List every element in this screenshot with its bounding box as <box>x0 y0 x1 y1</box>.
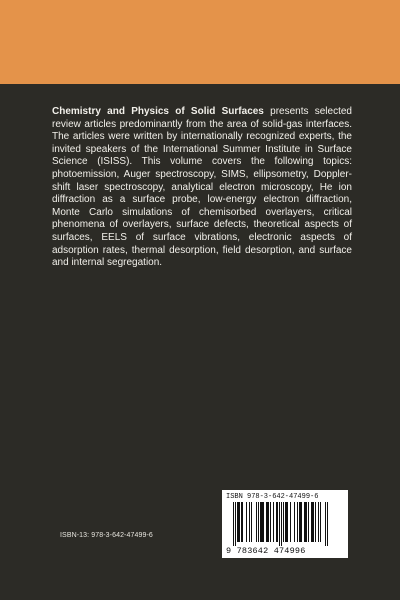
barcode-digits: 9 783642 474996 <box>226 546 306 556</box>
barcode-bar <box>241 502 242 542</box>
barcode-bar <box>318 502 319 542</box>
barcode-bar <box>286 502 287 542</box>
barcode-bar <box>258 502 259 542</box>
barcode-bar <box>263 502 264 542</box>
barcode-bar <box>251 502 252 542</box>
barcode-bar <box>256 502 257 542</box>
barcode-bar <box>233 502 234 546</box>
barcode-bar <box>238 502 239 542</box>
barcode-bar <box>290 502 291 542</box>
book-title: Chemistry and Physics of Solid Surfaces <box>52 106 264 117</box>
isbn-13-label: ISBN-13: 978-3-642-47499-6 <box>60 532 153 539</box>
barcode-isbn-text: ISBN 978-3-642-47499-6 <box>226 493 319 501</box>
barcode-bar <box>260 502 261 542</box>
barcode-bar <box>299 502 300 542</box>
barcode-bar <box>297 502 298 542</box>
barcode-bar <box>327 502 328 546</box>
barcode-bar <box>325 502 326 546</box>
barcode-bar <box>300 502 301 542</box>
barcode-bars <box>233 502 341 546</box>
barcode-bar <box>315 502 316 542</box>
barcode-bar <box>313 502 314 542</box>
barcode-bar <box>312 502 313 542</box>
blurb-body: presents selected review articles predominantly from the area of solid-gas interfaces. The articles were written by internationally recognized experts, the invited speakers of the International Summer Institute in Surface Science (ISISS). This volume covers the following topics: photoemission, Auger spectroscopy, SIMS, ellipsometry, Doppler-shift laser spectroscopy, analytical electron microscopy, He ion diffraction as a surface probe, low-energy electron diffraction, Monte Carlo simulations of chemisorbed overlayers, critical phenomena of overlayers, surface defects, theoretical aspects of surfaces, EELS of surface vibrations, electronic aspects of adsorption rates, thermal desorption, field desorption, and surface and internal segregation. <box>52 106 352 269</box>
barcode-bar <box>294 502 295 542</box>
barcode <box>222 490 348 558</box>
barcode-bar <box>268 502 269 542</box>
barcode-bar <box>242 502 243 542</box>
cover-top-band <box>0 0 400 84</box>
barcode-bar <box>249 502 250 542</box>
barcode-bar <box>304 502 305 542</box>
barcode-bar <box>320 502 321 542</box>
barcode-bar <box>276 502 277 542</box>
barcode-bar <box>279 502 280 546</box>
barcode-bar <box>305 502 306 542</box>
barcode-bar <box>273 502 274 542</box>
barcode-bar <box>237 502 238 542</box>
barcode-bar <box>306 502 307 542</box>
barcode-bar <box>261 502 262 542</box>
barcode-bar <box>267 502 268 542</box>
barcode-bar <box>308 502 309 542</box>
barcode-bar <box>281 502 282 546</box>
barcode-bar <box>262 502 263 542</box>
barcode-bar <box>266 502 267 542</box>
barcode-bar <box>277 502 278 542</box>
barcode-bar <box>285 502 286 542</box>
barcode-bar <box>287 502 288 542</box>
barcode-bar <box>283 502 284 542</box>
barcode-bar <box>235 502 236 546</box>
barcode-bar <box>239 502 240 542</box>
barcode-bar <box>270 502 271 542</box>
barcode-bar <box>311 502 312 542</box>
barcode-bar <box>246 502 247 542</box>
barcode-bar <box>301 502 302 542</box>
back-cover-blurb <box>52 106 352 270</box>
